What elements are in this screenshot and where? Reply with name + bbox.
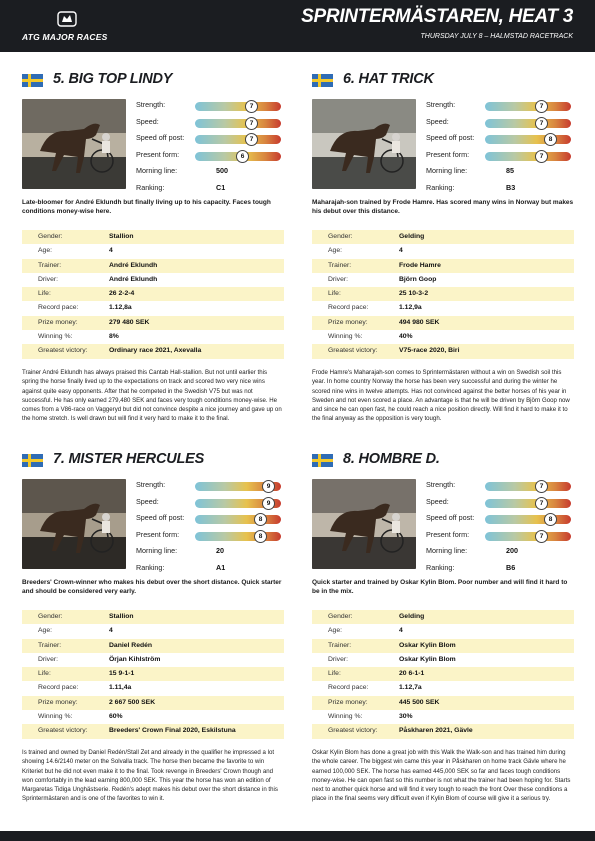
ranking-value: A1 (216, 562, 226, 572)
fact-value: Björn Goop (399, 275, 437, 283)
fact-value: André Eklundh (109, 275, 158, 283)
rating-bar (485, 499, 571, 508)
fact-label: Life: (328, 670, 341, 678)
fact-label: Driver: (38, 655, 59, 663)
fact-value: 1.12,7a (399, 684, 422, 692)
fact-row-life (22, 287, 284, 301)
fact-row-gender (22, 230, 284, 244)
present-form-rating (136, 530, 284, 544)
fact-value: 494 980 SEK (399, 318, 440, 326)
rating-bar (485, 119, 571, 128)
fact-label: Prize money: (328, 318, 368, 326)
morning-line-label: Morning line: (426, 166, 468, 175)
fact-row-gender (22, 610, 284, 624)
speed-off-post-rating (426, 513, 574, 527)
fact-value: 60% (109, 713, 123, 721)
fact-value: 4 (399, 247, 403, 255)
fact-value: Stallion (109, 233, 134, 240)
strength-label: Strength: (136, 100, 166, 109)
strength-label: Strength: (426, 100, 456, 109)
present-form-rating (426, 150, 574, 164)
fact-value: 4 (109, 247, 113, 255)
fact-label: Driver: (328, 275, 349, 283)
fact-row-prize-money (22, 316, 284, 330)
strength-score: 7 (535, 100, 548, 113)
rating-bar (485, 482, 571, 491)
rating-bar (195, 119, 281, 128)
fact-row-record-pace (22, 301, 284, 315)
horse-photo (312, 479, 416, 569)
fact-value: Breeders' Crown Final 2020, Eskilstuna (109, 727, 236, 735)
morning-line-label: Morning line: (136, 546, 178, 555)
horse-card-header (22, 72, 284, 90)
speed-score: 7 (535, 497, 548, 510)
rating-bar (485, 515, 571, 524)
fact-value: André Eklundh (109, 261, 158, 269)
horse-facts-table (22, 230, 284, 359)
present-form-label: Present form: (426, 529, 470, 539)
fact-value: Gelding (399, 233, 425, 240)
fact-row-winning-pct (22, 330, 284, 344)
atg-logo (22, 10, 112, 44)
morning-line-row (426, 166, 574, 180)
speed-rating (426, 497, 574, 511)
horse-card-header (312, 452, 574, 470)
fact-value: Gelding (399, 613, 425, 620)
fact-row-record-pace (22, 681, 284, 695)
rating-bar (195, 515, 281, 524)
speed-rating (136, 497, 284, 511)
fact-label: Trainer: (328, 641, 352, 649)
speed-off-post-score: 8 (544, 133, 557, 146)
speed-label: Speed: (426, 116, 449, 126)
horse-photo-image (22, 99, 126, 189)
present-form-label: Present form: (426, 149, 470, 159)
morning-line-label: Morning line: (136, 166, 178, 175)
ranking-value: C1 (216, 182, 226, 192)
horse-story: Is trained and owned by Daniel Redén/Stall Zet and already in the qualifier he impressed a lot showing 14.6/2140 meter on the Solvalla track. The horse then became the favorite to win Kriteriet but he did not even make it to the final. Took revenge in Breeders' Crown though and won comfortably in the lead earning 800,000 SEK. This year the horse has won an edition of Margaretas Tidiga Unghästserie. Redén's adept makes his debut over the short distance in this Sprintermästaren and is one of the favorites to win it. (22, 749, 278, 803)
rating-bar (195, 499, 281, 508)
fact-value: 15 9-1-1 (109, 670, 135, 678)
fact-label: Prize money: (328, 698, 368, 706)
morning-line-value: 85 (506, 166, 514, 175)
fact-row-record-pace (312, 681, 574, 695)
speed-label: Speed: (426, 496, 449, 506)
fact-label: Prize money: (38, 698, 78, 706)
fact-value: 4 (399, 627, 403, 635)
fact-value: V75-race 2020, Biri (399, 347, 460, 355)
horse-summary: Maharajah-son trained by Frode Hamre. Has scored many wins in Norway but makes his debut over this distance. (312, 199, 574, 215)
fact-value: 26 2-2-4 (109, 290, 135, 298)
fact-value: 20 6-1-1 (399, 670, 425, 678)
fact-row-gender (312, 230, 574, 244)
morning-line-row (136, 546, 284, 560)
speed-off-post-score: 8 (544, 513, 557, 526)
horse-card-header (22, 452, 284, 470)
speed-off-post-score: 8 (254, 513, 267, 526)
speed-off-post-label: Speed off post: (136, 133, 185, 142)
swedish-flag-icon (312, 454, 333, 467)
speed-score: 7 (245, 117, 258, 130)
horse-facts-table (312, 610, 574, 739)
fact-label: Winning %: (328, 333, 363, 341)
fact-row-driver (312, 653, 574, 667)
strength-score: 7 (245, 100, 258, 113)
fact-label: Greatest victory: (38, 727, 88, 735)
horse-facts-table (312, 230, 574, 359)
fact-row-driver (22, 653, 284, 667)
ranking-label: Ranking: (426, 562, 455, 572)
fact-label: Prize money: (38, 318, 78, 326)
speed-off-post-rating (136, 513, 284, 527)
fact-label: Life: (38, 290, 51, 298)
fact-label: Age: (38, 627, 52, 635)
strength-score: 9 (262, 480, 275, 493)
fact-value: 4 (109, 627, 113, 635)
fact-label: Age: (38, 247, 52, 255)
fact-row-greatest-victory (22, 724, 284, 738)
ranking-row (426, 563, 574, 577)
fact-row-age (312, 624, 574, 638)
brand-name: ATG MAJOR RACES (22, 32, 108, 42)
page-title: SPRINTERMÄSTAREN, HEAT 3 (301, 6, 573, 27)
horse-photo-image (22, 479, 126, 569)
speed-rating (136, 117, 284, 131)
morning-line-label: Morning line: (426, 546, 468, 555)
horse-photo (22, 479, 126, 569)
fact-label: Age: (328, 627, 342, 635)
ranking-label: Ranking: (136, 562, 165, 572)
ranking-value: B3 (506, 182, 516, 192)
present-form-score: 8 (254, 530, 267, 543)
fact-value: 25 10-3-2 (399, 290, 429, 298)
horse-story: Oskar Kylin Blom has done a great job with this Walk the Walk-son and has trained him during the whole career. The biggest win came this year in Påskharen on home track Gävle where he earned 100,000 SEK. The horse has earned 445,000 SEK so far and faces tough conditions money-wise. He can open fast so this number is not what the trainer had been hoping for. Starts next to another quick horse and will find it very tough to reach the front Over these conditions a place in the final seems very difficult even if Kylin Blom of course will give it a serious try. (312, 749, 571, 803)
horse-name: 8. HOMBRE D. (343, 451, 440, 467)
horse-name: 5. BIG TOP LINDY (53, 71, 173, 87)
fact-label: Life: (38, 670, 51, 678)
swedish-flag-icon (22, 454, 43, 467)
horse-story: Frode Hamre's Maharajah-son comes to Sprintermästaren without a win on Swedish soil this year. In home country Norway the horse has been very successful and during the winter he scored nine wins in twelve attempts. Has not convinced against the better horses of his year in Sweden and not even scored a place. An advantage is that he will be driven by Björn Goop now and since he can open fast, he could reach a nice position directly. Will find it hard to make it to the final anyway as the opposition is very tough. (312, 369, 570, 423)
horse-photo-image (312, 479, 416, 569)
fact-value: Frode Hamre (399, 261, 441, 269)
strength-rating (136, 100, 284, 114)
fact-row-greatest-victory (312, 724, 574, 738)
fact-label: Driver: (328, 655, 349, 663)
rating-bar (485, 152, 571, 161)
fact-row-winning-pct (312, 710, 574, 724)
fact-row-winning-pct (312, 330, 574, 344)
fact-row-life (312, 287, 574, 301)
fact-label: Winning %: (328, 713, 363, 721)
strength-rating (136, 480, 284, 494)
fact-value: 1.12,9a (399, 304, 422, 312)
strength-score: 7 (535, 480, 548, 493)
ranking-value: B6 (506, 562, 516, 572)
morning-line-value: 20 (216, 546, 224, 555)
present-form-score: 7 (535, 530, 548, 543)
fact-row-greatest-victory (312, 344, 574, 358)
fact-value: 1.11,4a (109, 684, 132, 692)
morning-line-value: 500 (216, 166, 228, 175)
fact-label: Gender: (328, 613, 353, 620)
speed-label: Speed: (136, 496, 159, 506)
speed-score: 7 (535, 117, 548, 130)
fact-row-gender (312, 610, 574, 624)
fact-value: 30% (399, 713, 413, 721)
ranking-row (136, 183, 284, 197)
fact-label: Record pace: (328, 304, 369, 312)
ranking-label: Ranking: (426, 182, 455, 192)
fact-row-trainer (312, 259, 574, 273)
ranking-row (426, 183, 574, 197)
strength-label: Strength: (136, 480, 166, 489)
speed-off-post-rating (426, 133, 574, 147)
horse-summary: Quick starter and trained by Oskar Kylin Blom. Poor number and will find it hard to be in the mix. (312, 579, 568, 595)
fact-row-life (312, 667, 574, 681)
fact-label: Gender: (38, 613, 63, 620)
morning-line-row (426, 546, 574, 560)
fact-label: Driver: (38, 275, 59, 283)
fact-row-trainer (312, 639, 574, 653)
present-form-rating (136, 150, 284, 164)
fact-value: Påskharen 2021, Gävle (399, 727, 473, 735)
fact-value: 2 667 500 SEK (109, 698, 156, 706)
horse-name: 7. MISTER HERCULES (53, 451, 205, 467)
present-form-rating (426, 530, 574, 544)
fact-value: Stallion (109, 613, 134, 620)
morning-line-row (136, 166, 284, 180)
rating-bar (195, 102, 281, 111)
fact-label: Greatest victory: (38, 347, 88, 355)
speed-off-post-rating (136, 133, 284, 147)
fact-label: Record pace: (38, 304, 79, 312)
fact-row-prize-money (22, 696, 284, 710)
present-form-label: Present form: (136, 149, 180, 159)
page-header (0, 0, 595, 52)
present-form-label: Present form: (136, 529, 180, 539)
horse-card-header (312, 72, 574, 90)
fact-row-age (312, 244, 574, 258)
swedish-flag-icon (312, 74, 333, 87)
horse-name: 6. HAT TRICK (343, 71, 434, 87)
page-footer (0, 831, 595, 841)
strength-rating (426, 100, 574, 114)
fact-value: Ordinary race 2021, Axevalla (109, 347, 202, 355)
fact-row-prize-money (312, 696, 574, 710)
fact-label: Gender: (328, 233, 353, 240)
swedish-flag-icon (22, 74, 43, 87)
fact-value: Oskar Kylin Blom (399, 641, 456, 649)
fact-label: Trainer: (38, 261, 62, 269)
ranking-row (136, 563, 284, 577)
speed-score: 9 (262, 497, 275, 510)
horse-facts-table (22, 610, 284, 739)
race-date-location: THURSDAY JULY 8 – HALMSTAD RACETRACK (420, 33, 573, 40)
horse-story: Trainer André Eklundh has always praised this Cantab Hall-stallion. But not until earlier this spring the horse finally lived up to the expectations on track and scored two very nice wins against quite easy opponents. After that he competed in the Swedish V75 but was not successful. He has only earned 279,480 SEK and faces very tough conditions money-wise. He comes from a V86-race on Vaggeryd but did not convince despite a nice journey and gave up on the home stretch. Is well drawn but will find it very hard to make it to the final. (22, 369, 282, 423)
rating-bar (485, 135, 571, 144)
fact-row-age (22, 624, 284, 638)
fact-row-age (22, 244, 284, 258)
rating-bar (195, 135, 281, 144)
rating-bar (485, 102, 571, 111)
rating-bar (195, 532, 281, 541)
fact-label: Record pace: (328, 684, 369, 692)
fact-row-driver (312, 273, 574, 287)
fact-value: Daniel Redén (109, 641, 153, 649)
fact-label: Trainer: (38, 641, 62, 649)
speed-off-post-label: Speed off post: (136, 513, 185, 522)
speed-label: Speed: (136, 116, 159, 126)
fact-label: Gender: (38, 233, 63, 240)
fact-label: Record pace: (38, 684, 79, 692)
strength-label: Strength: (426, 480, 456, 489)
horse-photo (312, 99, 416, 189)
horse-summary: Breeders' Crown-winner who makes his debut over the short distance. Quick starter and should be considered very early. (22, 579, 282, 595)
fact-row-life (22, 667, 284, 681)
fact-value: 40% (399, 333, 413, 341)
fact-row-prize-money (312, 316, 574, 330)
speed-off-post-score: 7 (245, 133, 258, 146)
speed-off-post-label: Speed off post: (426, 513, 475, 522)
fact-value: 445 500 SEK (399, 698, 440, 706)
morning-line-value: 200 (506, 546, 518, 555)
fact-row-trainer (22, 259, 284, 273)
crown-horse-icon (56, 10, 78, 28)
strength-rating (426, 480, 574, 494)
speed-off-post-label: Speed off post: (426, 133, 475, 142)
fact-label: Trainer: (328, 261, 352, 269)
fact-row-driver (22, 273, 284, 287)
fact-value: 1.12,8a (109, 304, 132, 312)
fact-label: Greatest victory: (328, 347, 378, 355)
present-form-score: 6 (236, 150, 249, 163)
ranking-label: Ranking: (136, 182, 165, 192)
fact-label: Age: (328, 247, 342, 255)
fact-label: Greatest victory: (328, 727, 378, 735)
fact-value: Örjan Kihlström (109, 655, 161, 663)
rating-bar (195, 482, 281, 491)
fact-row-greatest-victory (22, 344, 284, 358)
fact-value: Oskar Kylin Blom (399, 655, 456, 663)
fact-row-record-pace (312, 301, 574, 315)
present-form-score: 7 (535, 150, 548, 163)
horse-photo-image (312, 99, 416, 189)
horse-summary: Late-bloomer for André Eklundh but finally living up to his capacity. Faces tough conditions money-wise here. (22, 199, 271, 215)
speed-rating (426, 117, 574, 131)
fact-label: Winning %: (38, 713, 73, 721)
fact-label: Life: (328, 290, 341, 298)
fact-value: 279 480 SEK (109, 318, 150, 326)
fact-label: Winning %: (38, 333, 73, 341)
fact-row-winning-pct (22, 710, 284, 724)
horse-photo (22, 99, 126, 189)
rating-bar (485, 532, 571, 541)
fact-value: 8% (109, 333, 119, 341)
fact-row-trainer (22, 639, 284, 653)
rating-bar (195, 152, 281, 161)
